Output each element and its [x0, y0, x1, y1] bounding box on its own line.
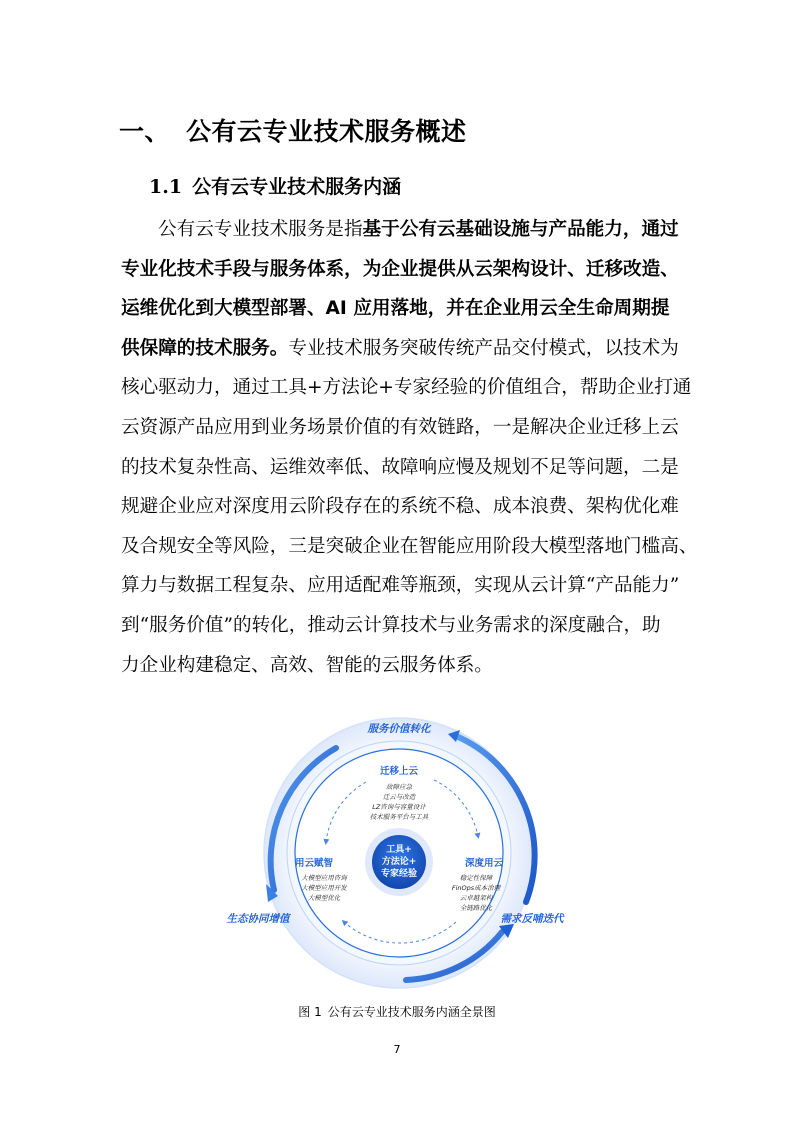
center-line-1: 工具+ [386, 845, 412, 855]
paragraph-line [121, 566, 681, 606]
plain-text: 力企业构建稳定、高效、智能的云服务体系。 [121, 654, 493, 676]
stage-deep-title: 深度用云 [464, 858, 504, 869]
stage-migrate-title: 迁移上云 [379, 766, 419, 777]
center-line-3: 专家经验 [380, 869, 418, 879]
paragraph-line [121, 368, 692, 408]
paragraph-line [121, 646, 681, 686]
caption-text: 公有云专业技术服务内涵全景图 [327, 1005, 496, 1019]
plain-text: 规避企业应对深度用云阶段存在的系统不稳、成本浪费、架构优化难 [121, 496, 679, 518]
section-title: 公有云专业技术服务概述 [186, 117, 467, 146]
stage-migrate-item-2: 迁云与改造 [382, 793, 416, 801]
bold-text: 供保障的技术服务。 [121, 337, 289, 359]
bold-text: 专业化技术手段与服务体系，为企业提供从云架构设计、迁移改造、 [121, 258, 679, 280]
stage-migrate-item-3: LZ咨询与容量设计 [372, 803, 426, 811]
paragraph-line [121, 329, 681, 369]
section-heading [119, 112, 467, 148]
bold-text: 基于公有云基础设施与产品能力，通过 [362, 219, 679, 240]
plain-text: 到“服务价值”的转化，推动云计算技术与业务需求的深度融合，助 [121, 614, 661, 636]
bold-text: 运维优化到大模型部署、AI 应用落地，并在企业用云全生命周期提 [121, 298, 670, 320]
caption-label: 图 1 [298, 1005, 322, 1019]
section-number: 一、 [119, 117, 171, 146]
stage-ai-item-1: 大模型应用咨询 [301, 874, 347, 882]
stage-ai-item-3: 大模型优化 [307, 894, 341, 902]
center-line-2: 方法论+ [381, 857, 417, 867]
stage-deep-item-2: FinOps成本治理 [451, 884, 501, 892]
paragraph-line [121, 448, 681, 488]
body-paragraph [121, 210, 698, 685]
plain-text: 算力与数据工程复杂、应用适配难等瓶颈，实现从云计算“产品能力” [121, 575, 680, 597]
paragraph-line [121, 210, 681, 250]
plain-text: 专业技术服务突破传统产品交付模式，以技术为 [288, 337, 679, 359]
stage-migrate-item-4: 技术服务平台与工具 [369, 813, 429, 821]
plain-text: 及合规安全等风险，三是突破企业在智能应用阶段大模型落地门槛高、 [121, 535, 698, 557]
stage-ai-title: 用云赋智 [294, 858, 334, 869]
service-panorama-diagram [216, 712, 578, 990]
stage-migrate-item-1: 故障应急 [386, 783, 412, 791]
label-service-value: 服务价值转化 [367, 723, 431, 735]
paragraph-line [121, 527, 698, 567]
page-number: 7 [393, 1043, 401, 1056]
plain-text: 核心驱动力，通过工具+方法论+专家经验的价值组合，帮助企业打通 [121, 377, 692, 399]
paragraph-line [121, 408, 681, 448]
label-ecosystem: 生态协同增值 [226, 913, 290, 925]
stage-ai-item-2: 大模型应用开发 [301, 884, 347, 892]
plain-text: 云资源产品应用到业务场景价值的有效链路，一是解决企业迁移上云 [121, 416, 679, 438]
figure-caption [0, 1003, 794, 1020]
paragraph-line [121, 606, 681, 646]
stage-deep-item-1: 稳定性保障 [459, 874, 493, 882]
stage-deep-item-3: 云卓越架构 [459, 894, 493, 902]
subsection-number: 1.1 [149, 176, 183, 198]
label-feedback: 需求反哺迭代 [500, 913, 564, 925]
subsection-title: 公有云专业技术服务内涵 [192, 176, 402, 198]
paragraph-line [121, 289, 681, 329]
plain-text: 的技术复杂性高、运维效率低、故障响应慢及规划不足等问题，二是 [121, 456, 679, 478]
stage-deep-item-4: 全链路优化 [459, 904, 493, 912]
paragraph-line [121, 487, 681, 527]
subsection-heading [149, 172, 401, 199]
paragraph-line [121, 250, 681, 290]
plain-text: 公有云专业技术服务是指 [158, 219, 363, 240]
